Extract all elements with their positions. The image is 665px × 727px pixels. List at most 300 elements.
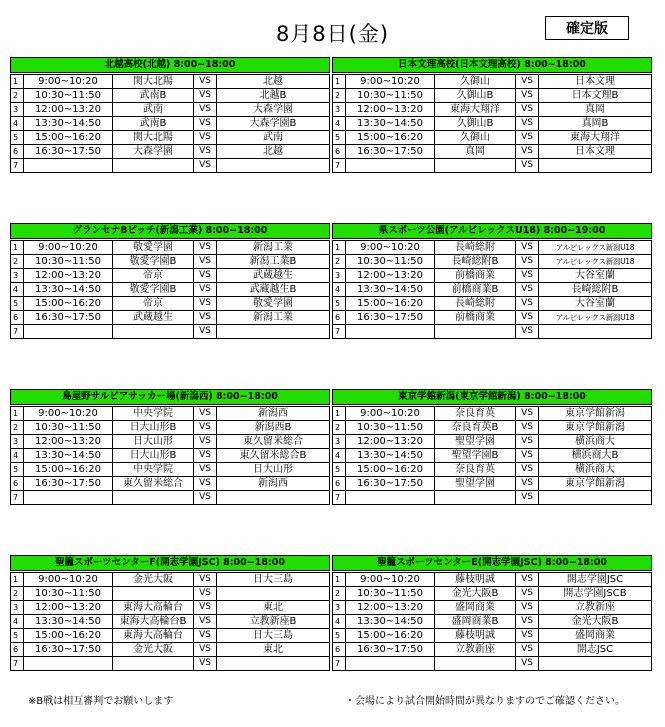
vs-label: VS (516, 89, 539, 103)
match-number: 7 (333, 325, 346, 339)
vs-label: VS (194, 269, 217, 283)
away-team: 東京学館新潟 (539, 477, 652, 491)
match-time: 15:00~16:20 (24, 463, 113, 477)
match-time: 12:00~13:20 (24, 269, 113, 283)
home-team (113, 657, 194, 671)
table-row (11, 145, 330, 159)
home-team: 立教新座 (435, 643, 516, 657)
table-row (11, 643, 330, 657)
vs-label: VS (516, 117, 539, 131)
away-team: 大森学園B (217, 117, 330, 131)
home-team: 武南B (113, 117, 194, 131)
away-team: 新潟工業B (217, 255, 330, 269)
home-team: 金光大阪B (435, 587, 516, 601)
match-number: 5 (333, 463, 346, 477)
table-row (333, 421, 652, 435)
away-team (539, 325, 652, 339)
match-time: 10:30~11:50 (346, 89, 435, 103)
away-team: 東北 (217, 601, 330, 615)
venue-header: 鳥屋野サルビアサッカー場(新潟西) 8:00~18:00 (10, 389, 330, 405)
table-row (11, 269, 330, 283)
away-team: 金光大阪B (539, 615, 652, 629)
away-team: 東海大翔洋 (539, 131, 652, 145)
away-team: 日本文理B (539, 89, 652, 103)
match-time: 10:30~11:50 (24, 89, 113, 103)
match-time: 15:00~16:20 (346, 297, 435, 311)
home-team: 武南 (113, 103, 194, 117)
table-row (333, 75, 652, 89)
match-number: 2 (333, 421, 346, 435)
match-number: 2 (333, 89, 346, 103)
match-number: 4 (11, 615, 24, 629)
status-badge: 確定版 (545, 16, 629, 40)
home-team: 藤枝明誠 (435, 573, 516, 587)
away-team: 北越 (217, 75, 330, 89)
table-row (333, 283, 652, 297)
away-team: 横浜商大 (539, 435, 652, 449)
vs-label: VS (194, 615, 217, 629)
vs-label: VS (516, 325, 539, 339)
match-number: 6 (333, 643, 346, 657)
table-row (333, 325, 652, 339)
match-number: 6 (11, 643, 24, 657)
table-row (333, 657, 652, 671)
home-team: 久御山B (435, 89, 516, 103)
table-row (333, 311, 652, 325)
vs-label: VS (194, 103, 217, 117)
match-number: 2 (333, 255, 346, 269)
match-time: 13:30~14:50 (24, 117, 113, 131)
table-row (333, 241, 652, 255)
match-number: 6 (11, 145, 24, 159)
match-time: 13:30~14:50 (24, 615, 113, 629)
home-team: 日大山形B (113, 421, 194, 435)
vs-label: VS (516, 145, 539, 159)
vs-label: VS (194, 629, 217, 643)
home-team: 真岡 (435, 145, 516, 159)
away-team: 日本文理 (539, 145, 652, 159)
away-team: 立教新座B (217, 615, 330, 629)
vs-label: VS (194, 643, 217, 657)
match-number: 5 (11, 131, 24, 145)
match-time: 12:00~13:20 (346, 601, 435, 615)
schedule-table (332, 74, 652, 173)
match-number: 2 (11, 255, 24, 269)
home-team: 東海大翔洋 (435, 103, 516, 117)
match-time: 13:30~14:50 (346, 117, 435, 131)
match-time: 15:00~16:20 (24, 131, 113, 145)
away-team: 北越 (217, 145, 330, 159)
away-team: 武蔵越生 (217, 269, 330, 283)
match-number: 7 (11, 325, 24, 339)
vs-label: VS (516, 75, 539, 89)
table-row (333, 643, 652, 657)
home-team: 長崎総附 (435, 241, 516, 255)
home-team: 藤枝明誠 (435, 629, 516, 643)
schedule-table (10, 572, 330, 671)
away-team: アルビレックス新潟U18 (539, 241, 652, 255)
vs-label: VS (516, 629, 539, 643)
table-row (333, 89, 652, 103)
vs-label: VS (194, 587, 217, 601)
match-number: 3 (333, 103, 346, 117)
vs-label: VS (194, 131, 217, 145)
vs-label: VS (516, 131, 539, 145)
home-team: 盛岡商業 (435, 601, 516, 615)
table-row (11, 89, 330, 103)
vs-label: VS (516, 241, 539, 255)
away-team (539, 657, 652, 671)
vs-label: VS (194, 407, 217, 421)
away-team: 新潟工業 (217, 241, 330, 255)
vs-label: VS (516, 435, 539, 449)
vs-label: VS (194, 421, 217, 435)
match-number: 5 (11, 297, 24, 311)
venue-block (10, 223, 330, 339)
away-team (539, 159, 652, 173)
match-time: 10:30~11:50 (346, 255, 435, 269)
vs-label: VS (194, 145, 217, 159)
home-team: 大森学園 (113, 145, 194, 159)
match-time: 9:00~10:20 (346, 241, 435, 255)
schedule-table (10, 74, 330, 173)
away-team: 日大三島 (217, 573, 330, 587)
home-team: 金光大阪 (113, 643, 194, 657)
home-team: 敬愛学園B (113, 283, 194, 297)
vs-label: VS (194, 491, 217, 505)
match-time: 15:00~16:20 (346, 131, 435, 145)
vs-label: VS (516, 407, 539, 421)
away-team: 東北 (217, 643, 330, 657)
match-time: 9:00~10:20 (24, 407, 113, 421)
vs-label: VS (194, 297, 217, 311)
match-time: 13:30~14:50 (24, 449, 113, 463)
match-number: 2 (11, 587, 24, 601)
venue-block (332, 389, 652, 505)
vs-label: VS (194, 449, 217, 463)
table-row (333, 297, 652, 311)
match-number: 7 (11, 657, 24, 671)
away-team: 武南 (217, 131, 330, 145)
home-team: 聖望学園 (435, 435, 516, 449)
venue-header: 日本文理高校(日本文理高校) 8:00~18:00 (332, 57, 652, 73)
table-row (333, 117, 652, 131)
vs-label: VS (194, 159, 217, 173)
match-number: 3 (333, 435, 346, 449)
table-row (11, 421, 330, 435)
vs-label: VS (516, 297, 539, 311)
home-team (113, 159, 194, 173)
vs-label: VS (516, 573, 539, 587)
match-number: 4 (333, 449, 346, 463)
home-team (435, 159, 516, 173)
schedule-table (10, 406, 330, 505)
table-row (11, 629, 330, 643)
match-time: 15:00~16:20 (346, 629, 435, 643)
home-team: 日大山形B (113, 449, 194, 463)
home-team: 奈良育英B (435, 421, 516, 435)
table-row (11, 657, 330, 671)
match-number: 4 (333, 283, 346, 297)
home-team: 久御山 (435, 131, 516, 145)
match-number: 1 (11, 573, 24, 587)
match-number: 2 (11, 421, 24, 435)
home-team: 武南B (113, 89, 194, 103)
home-team: 金光大阪 (113, 573, 194, 587)
match-number: 6 (333, 311, 346, 325)
away-team: 東京学館新潟 (539, 421, 652, 435)
match-time: 15:00~16:20 (346, 463, 435, 477)
match-number: 4 (333, 117, 346, 131)
home-team (113, 587, 194, 601)
home-team (435, 325, 516, 339)
away-team (539, 491, 652, 505)
table-row (11, 449, 330, 463)
match-number: 4 (333, 615, 346, 629)
match-time: 16:30~17:50 (346, 477, 435, 491)
match-number: 6 (333, 477, 346, 491)
table-row (11, 159, 330, 173)
schedule-table (332, 572, 652, 671)
match-number: 4 (11, 117, 24, 131)
away-team: 日大山形 (217, 463, 330, 477)
match-number: 7 (11, 491, 24, 505)
match-number: 6 (11, 311, 24, 325)
match-time: 9:00~10:20 (346, 75, 435, 89)
venue-header: 聖籠スポーツセンターF(開志学園JSC) 8:00~18:00 (10, 555, 330, 571)
away-team: 日本文理 (539, 75, 652, 89)
home-team: 聖望学園B (435, 449, 516, 463)
home-team: 武蔵越生 (113, 311, 194, 325)
match-time: 12:00~13:20 (24, 435, 113, 449)
table-row (333, 615, 652, 629)
venue-block (332, 223, 652, 339)
away-team: 新潟西 (217, 407, 330, 421)
match-time: 15:00~16:20 (24, 297, 113, 311)
venue-block (332, 555, 652, 671)
table-row (11, 75, 330, 89)
match-time (346, 159, 435, 173)
vs-label: VS (516, 103, 539, 117)
vs-label: VS (194, 311, 217, 325)
vs-label: VS (194, 89, 217, 103)
home-team: 敬愛学園 (113, 241, 194, 255)
vs-label: VS (194, 325, 217, 339)
away-team: 横浜商大 (539, 463, 652, 477)
match-number: 1 (11, 407, 24, 421)
vs-label: VS (194, 435, 217, 449)
home-team (113, 325, 194, 339)
match-time: 13:30~14:50 (346, 449, 435, 463)
table-row (333, 269, 652, 283)
vs-label: VS (516, 159, 539, 173)
venue-block (10, 555, 330, 671)
match-number: 2 (11, 89, 24, 103)
match-number: 7 (333, 491, 346, 505)
table-row (333, 587, 652, 601)
venue-block (10, 389, 330, 505)
home-team: 中央学院 (113, 463, 194, 477)
vs-label: VS (194, 283, 217, 297)
away-team: 大森学園 (217, 103, 330, 117)
schedule-table (332, 240, 652, 339)
match-number: 7 (11, 159, 24, 173)
match-time (24, 159, 113, 173)
home-team: 日大山形 (113, 435, 194, 449)
match-time (24, 325, 113, 339)
table-row (333, 629, 652, 643)
match-time: 9:00~10:20 (24, 75, 113, 89)
away-team: 東久留米総合 (217, 435, 330, 449)
table-row (333, 103, 652, 117)
away-team (217, 587, 330, 601)
match-time: 12:00~13:20 (24, 103, 113, 117)
away-team: 新潟西B (217, 421, 330, 435)
match-number: 4 (11, 449, 24, 463)
footnote-referee: ※B戦は相互審判でお願いします (28, 696, 174, 707)
vs-label: VS (194, 601, 217, 615)
vs-label: VS (516, 587, 539, 601)
away-team: アルビレックス新潟U18 (539, 255, 652, 269)
away-team: 横浜商大B (539, 449, 652, 463)
away-team (217, 491, 330, 505)
match-time: 16:30~17:50 (346, 145, 435, 159)
vs-label: VS (516, 463, 539, 477)
home-team: 盛岡商業B (435, 615, 516, 629)
home-team: 長崎総附 (435, 297, 516, 311)
match-time: 9:00~10:20 (24, 241, 113, 255)
match-time: 9:00~10:20 (24, 573, 113, 587)
away-team: 盛岡商業 (539, 629, 652, 643)
vs-label: VS (516, 421, 539, 435)
table-row (11, 241, 330, 255)
home-team (435, 657, 516, 671)
away-team: 長崎総附B (539, 283, 652, 297)
match-time: 16:30~17:50 (346, 311, 435, 325)
home-team: 久御山 (435, 75, 516, 89)
table-row (333, 159, 652, 173)
match-number: 1 (333, 75, 346, 89)
table-row (11, 435, 330, 449)
match-time (24, 491, 113, 505)
away-team: 東久留米総合B (217, 449, 330, 463)
away-team: 開志JSC (539, 643, 652, 657)
table-row (11, 117, 330, 131)
table-row (11, 283, 330, 297)
away-team: 立教新座 (539, 601, 652, 615)
match-number: 5 (11, 463, 24, 477)
venue-block (332, 57, 652, 173)
vs-label: VS (194, 117, 217, 131)
home-team: 前橋商業 (435, 311, 516, 325)
page-title: 8月8日(金) (275, 22, 390, 46)
away-team: 新潟西 (217, 477, 330, 491)
home-team: 東海大高輪台 (113, 629, 194, 643)
table-row (11, 491, 330, 505)
away-team: 敬愛学園 (217, 297, 330, 311)
table-row (333, 145, 652, 159)
table-row (11, 131, 330, 145)
table-row (11, 477, 330, 491)
match-time: 12:00~13:20 (346, 435, 435, 449)
table-row (333, 449, 652, 463)
match-number: 1 (333, 241, 346, 255)
match-time (346, 325, 435, 339)
vs-label: VS (194, 463, 217, 477)
venue-header: 東京学館新潟(東京学館新潟) 8:00~18:00 (332, 389, 652, 405)
away-team (217, 657, 330, 671)
vs-label: VS (516, 643, 539, 657)
footnote-start-time: ・会場により試合開始時間が異なりますのでご確認ください。 (345, 696, 625, 707)
table-row (11, 255, 330, 269)
home-team (435, 491, 516, 505)
match-time: 16:30~17:50 (24, 145, 113, 159)
away-team: 新潟工業 (217, 311, 330, 325)
match-time: 9:00~10:20 (346, 573, 435, 587)
match-time: 16:30~17:50 (24, 477, 113, 491)
away-team: 開志学園JSCB (539, 587, 652, 601)
match-number: 6 (333, 145, 346, 159)
table-row (333, 477, 652, 491)
match-number: 4 (11, 283, 24, 297)
home-team: 前橋商業 (435, 269, 516, 283)
match-time: 12:00~13:20 (346, 103, 435, 117)
match-number: 5 (333, 297, 346, 311)
home-team (113, 491, 194, 505)
match-number: 3 (11, 601, 24, 615)
match-number: 3 (11, 269, 24, 283)
match-number: 3 (333, 269, 346, 283)
table-row (11, 407, 330, 421)
table-row (333, 131, 652, 145)
away-team: 大谷室蘭 (539, 269, 652, 283)
away-team: 真岡B (539, 117, 652, 131)
vs-label: VS (194, 75, 217, 89)
match-number: 1 (333, 573, 346, 587)
vs-label: VS (194, 657, 217, 671)
away-team: 東京学館新潟 (539, 407, 652, 421)
match-number: 6 (11, 477, 24, 491)
home-team: 東久留米総合 (113, 477, 194, 491)
match-time: 12:00~13:20 (346, 269, 435, 283)
venue-header: グランセナBピッチ(新潟工業) 8:00~18:00 (10, 223, 330, 239)
home-team: 中央学院 (113, 407, 194, 421)
away-team: 日大三島 (217, 629, 330, 643)
home-team: 奈良育英 (435, 407, 516, 421)
match-number: 5 (333, 131, 346, 145)
away-team: 大谷室蘭 (539, 297, 652, 311)
table-row (11, 573, 330, 587)
match-number: 5 (333, 629, 346, 643)
match-time (346, 491, 435, 505)
vs-label: VS (516, 255, 539, 269)
vs-label: VS (194, 255, 217, 269)
table-row (333, 255, 652, 269)
match-number: 1 (11, 75, 24, 89)
home-team: 関大北陽 (113, 75, 194, 89)
venue-header: 県スポーツ公園(アルビレックスU18) 8:00~19:00 (332, 223, 652, 239)
home-team: 帝京 (113, 297, 194, 311)
vs-label: VS (516, 491, 539, 505)
table-row (11, 463, 330, 477)
schedule-table (332, 406, 652, 505)
vs-label: VS (516, 657, 539, 671)
home-team: 関大北陽 (113, 131, 194, 145)
match-time: 13:30~14:50 (24, 283, 113, 297)
match-number: 3 (11, 435, 24, 449)
vs-label: VS (516, 615, 539, 629)
match-number: 2 (333, 587, 346, 601)
